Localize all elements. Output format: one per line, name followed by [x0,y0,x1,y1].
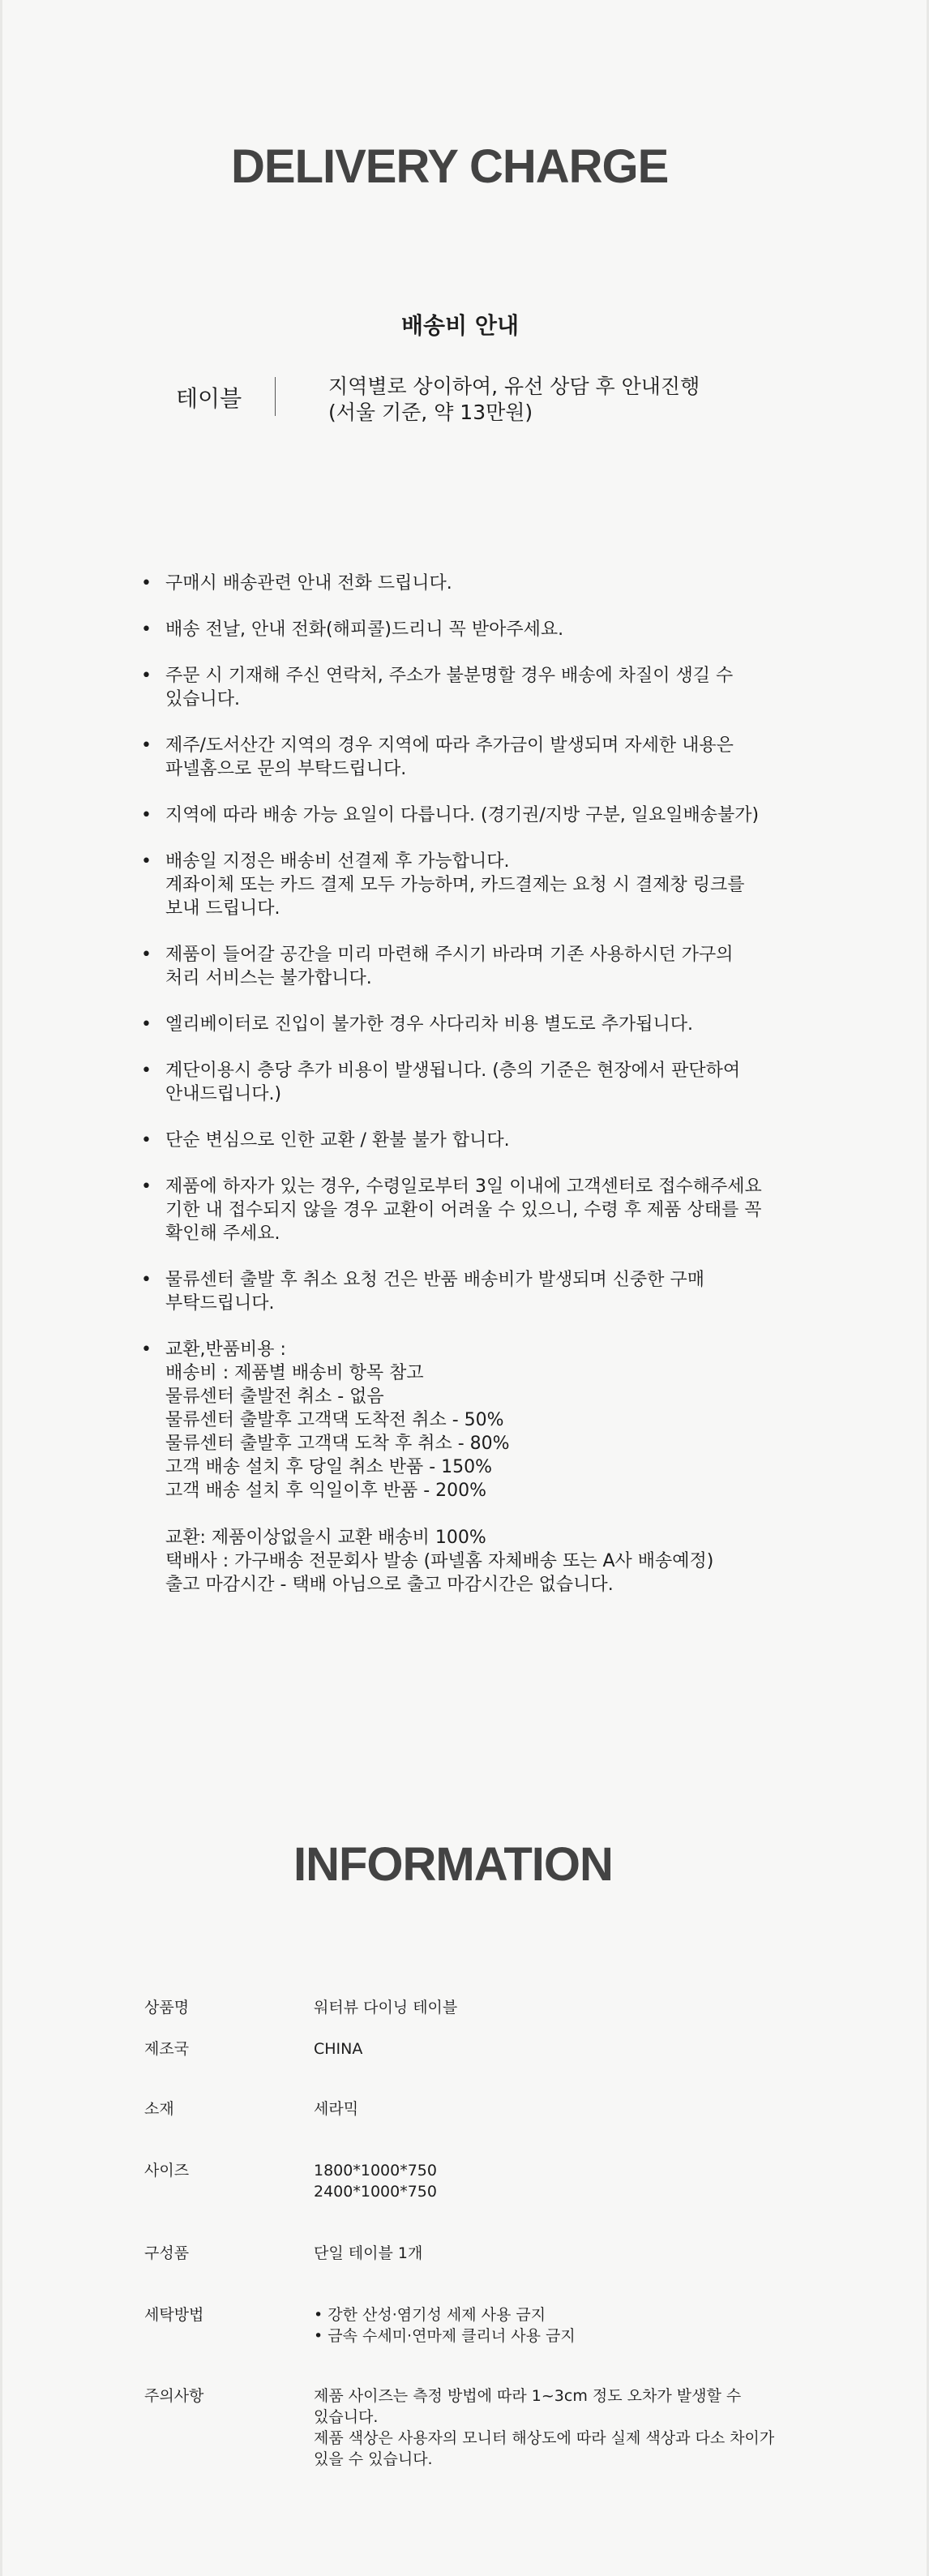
info-row [144,2038,825,2060]
info-row [144,2304,825,2347]
delivery-note-line: • 제품이 들어갈 공간을 미리 마련해 주시기 바라며 기존 사용하시던 가구의 [165,945,734,965]
info-value-line: CHINA [314,2040,363,2058]
info-value-line: • 금속 수세미·연마제 클리너 사용 금지 [314,2327,576,2345]
delivery-note-line: 물류센터 출발전 취소 - 없음 [165,1387,384,1407]
info-value-line: • 강한 산성·염기성 세제 사용 금지 [314,2306,546,2324]
info-value [314,1997,825,2018]
delivery-note-line: 부탁드립니다. [165,1293,275,1314]
delivery-note-line: 확인해 주세요. [165,1224,280,1244]
delivery-note-line: 처리 서비스는 불가합니다. [165,968,372,988]
delivery-note-line: 보내 드립니다. [165,898,280,919]
delivery-note-line: 물류센터 출발후 고객댁 도착 후 취소 - 80% [165,1434,510,1454]
info-row [144,2385,825,2470]
info-value [314,2038,825,2060]
delivery-note-item [141,1059,806,1106]
vertical-divider [275,377,276,416]
delivery-note-line: 기한 내 접수되지 않을 경우 교환이 어려울 수 있으니, 수령 후 제품 상태를 꼭 [165,1200,762,1220]
information-title: INFORMATION [293,1838,613,1891]
info-value [314,2243,825,2264]
delivery-note-line: • 배송일 지정은 배송비 선결제 후 가능합니다. [165,851,510,872]
delivery-fee-line: (서울 기준, 약 13만원) [328,401,533,424]
delivery-note-item [141,1338,806,1597]
delivery-note-line: • 제품에 하자가 있는 경우, 수령일로부터 3일 이내에 고객센터로 접수해주세요 [165,1177,762,1197]
info-label: 주의사항 [144,2387,204,2405]
info-value-line: 2400*1000*750 [314,2183,437,2201]
info-label: 상품명 [144,1999,190,2017]
delivery-note-line: 물류센터 출발후 고객댁 도착전 취소 - 50% [165,1410,504,1430]
product-information-table [144,1997,825,2470]
info-value-line: 워터뷰 다이닝 테이블 [314,1999,458,2017]
delivery-fee-description [328,374,700,426]
delivery-note-line: • 제주/도서산간 지역의 경우 지역에 따라 추가금이 발생되며 자세한 내용은 [165,735,734,756]
delivery-note-line: • 지역에 따라 배송 가능 요일이 다릅니다. (경기권/지방 구분, 일요일배송불가) [165,805,760,825]
delivery-note-line: 있습니다. [165,689,241,709]
info-label: 세탁방법 [144,2306,204,2324]
delivery-fee-line: 지역별로 상이하여, 유선 상담 후 안내진행 [328,375,700,398]
delivery-note-line: 계좌이체 또는 카드 결제 모두 가능하며, 카드결제는 요청 시 결제창 링크를 [165,875,745,895]
info-value [314,2160,825,2202]
info-value-line: 제품 사이즈는 측정 방법에 따라 1~3cm 정도 오차가 발생할 수 [314,2387,742,2405]
delivery-note-line: 출고 마감시간 - 택배 아님으로 출고 마감시간은 없습니다. [165,1575,614,1595]
delivery-note-item [141,572,806,595]
delivery-note-item [141,734,806,781]
product-type-label: 테이블 [176,385,242,412]
delivery-note-line: 안내드립니다.) [165,1084,282,1104]
delivery-note-line: 고객 배송 설치 후 익일이후 반품 - 200% [165,1481,487,1501]
delivery-charge-title: DELIVERY CHARGE [231,140,669,193]
delivery-note-item [141,618,806,641]
info-label: 구성품 [144,2244,190,2262]
info-label: 소재 [144,2100,174,2118]
info-value [314,2098,825,2120]
delivery-note-item [141,850,806,920]
info-label: 제조국 [144,2040,190,2058]
info-row [144,2243,825,2264]
delivery-note-line: 택배사 : 가구배송 전문회사 발송 (파넬홈 자체배송 또는 A사 배송예정) [165,1551,714,1571]
delivery-note-line: • 엘리베이터로 진입이 불가한 경우 사다리차 비용 별도로 추가됩니다. [165,1014,694,1035]
delivery-note-line: • 구매시 배송관련 안내 전화 드립니다. [165,573,452,594]
delivery-note-line: • 단순 변심으로 인한 교환 / 환불 불가 합니다. [165,1130,510,1151]
info-row [144,1997,825,2018]
delivery-note-item [141,1013,806,1036]
delivery-note-item [141,1175,806,1245]
delivery-note-line: • 주문 시 기재해 주신 연락처, 주소가 불분명할 경우 배송에 차질이 생길 수 [165,666,734,686]
delivery-note-line: 고객 배송 설치 후 당일 취소 반품 - 150% [165,1457,493,1477]
info-value-line: 있습니다. [314,2408,379,2426]
delivery-note-line: 배송비 : 제품별 배송비 항목 참고 [165,1363,424,1383]
info-row [144,2098,825,2120]
delivery-notes-list [141,572,806,1619]
delivery-note-item [141,1268,806,1315]
info-value-line: 있을 수 있습니다. [314,2450,433,2468]
info-label: 사이즈 [144,2162,190,2180]
info-row [144,2160,825,2202]
info-value [314,2304,825,2347]
delivery-note-line: • 물류센터 출발 후 취소 요청 건은 반품 배송비가 발생되며 신중한 구매 [165,1270,704,1290]
delivery-note-line: • 배송 전날, 안내 전화(해피콜)드리니 꼭 받아주세요. [165,619,564,640]
info-value-line: 단일 테이블 1개 [314,2244,423,2262]
info-value [314,2385,825,2470]
delivery-note-line [165,1502,806,1526]
delivery-note-line: 파넬홈으로 문의 부탁드립니다. [165,759,407,779]
delivery-note-line: • 교환,반품비용 : [165,1339,286,1360]
delivery-note-item [141,1129,806,1152]
delivery-note-item [141,664,806,711]
delivery-note-item [141,804,806,827]
delivery-subtitle: 배송비 안내 [401,312,519,339]
info-value-line: 세라믹 [314,2100,359,2118]
info-value-line: 1800*1000*750 [314,2162,437,2180]
delivery-note-item [141,943,806,990]
delivery-note-line: • 계단이용시 층당 추가 비용이 발생됩니다. (층의 기준은 현장에서 판단하여 [165,1061,741,1081]
info-value-line: 제품 색상은 사용자의 모니터 해상도에 따라 실제 색상과 다소 차이가 [314,2429,775,2447]
delivery-note-line: 교환: 제품이상없을시 교환 배송비 100% [165,1528,486,1548]
